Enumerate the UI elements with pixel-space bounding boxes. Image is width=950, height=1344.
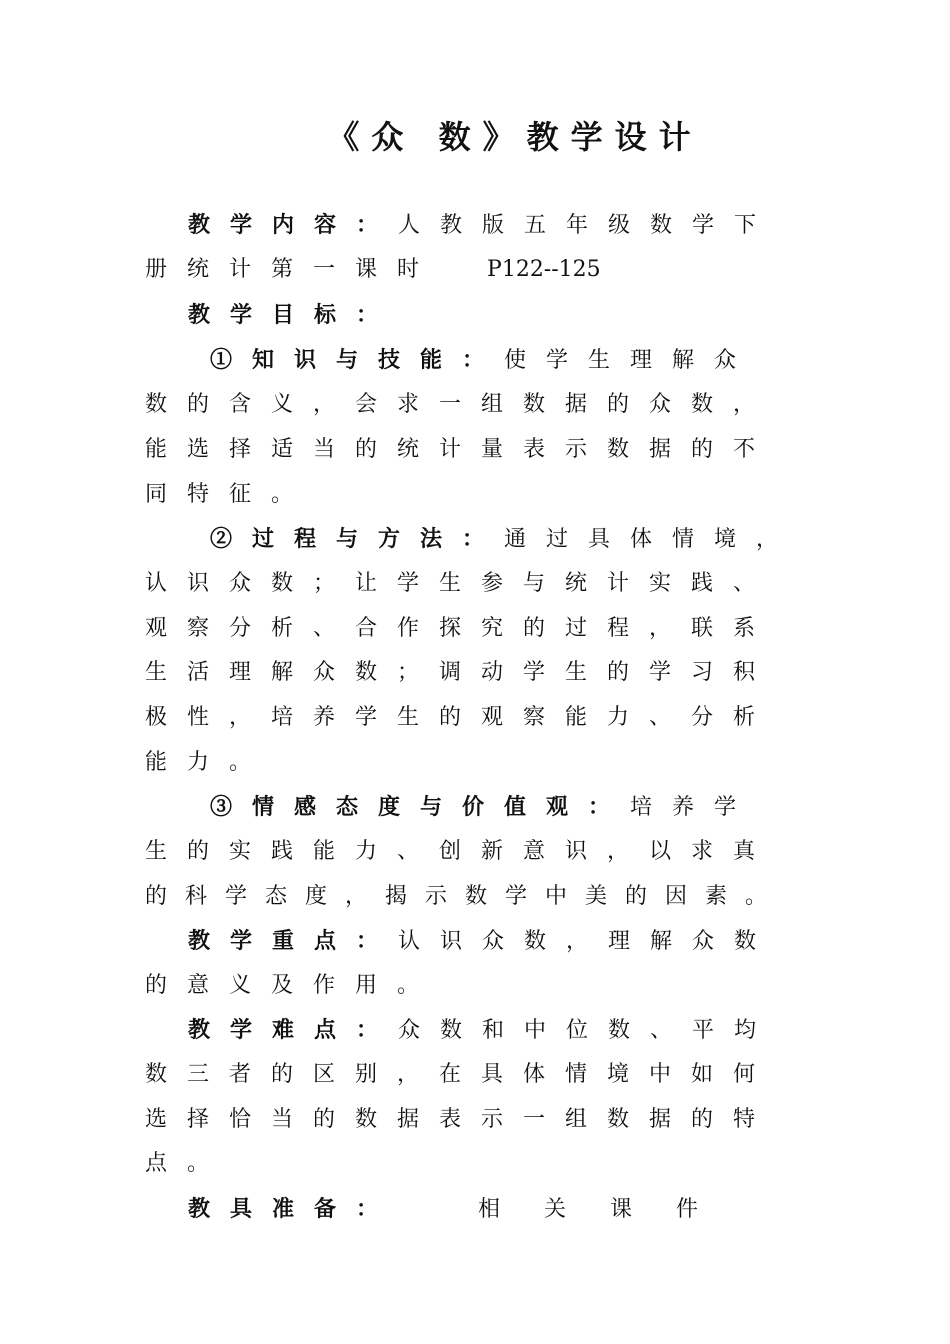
objective-2-label: ②过程与方法：	[210, 526, 505, 552]
objective-2-line-1	[210, 517, 798, 561]
content-line-2	[145, 248, 601, 292]
objective-1-text: 使学生理解众	[504, 348, 757, 373]
materials-value: 相关课件	[478, 1197, 743, 1222]
objective-1-line-1	[210, 338, 756, 382]
key-points-line-1	[188, 919, 776, 963]
key-points-label: 教学重点：	[188, 928, 399, 954]
content-line-1	[188, 203, 776, 247]
objective-2-line-5: 极性，培养学生的观察能力、分析	[145, 705, 776, 730]
objective-1-label: ①知识与技能：	[210, 347, 505, 373]
objective-2-line-2: 认识众数；让学生参与统计实践、	[145, 571, 776, 596]
objective-3-text: 培养学	[630, 795, 757, 820]
materials-line	[188, 1187, 742, 1231]
difficulties-line-1	[188, 1008, 776, 1052]
difficulties-line-4: 点。	[145, 1151, 230, 1176]
objective-2-line-4: 生活理解众数；调动学生的学习积	[145, 660, 776, 685]
content-pages: P122--125	[487, 257, 601, 282]
objective-3-line-1	[210, 785, 756, 829]
content-text: 人教版五年级数学下	[398, 213, 777, 238]
materials-label: 教具准备：	[188, 1196, 399, 1222]
objective-3-line-2: 生的实践能力、创新意识，以求真	[145, 839, 776, 864]
objective-1-line-2: 数的含义，会求一组数据的众数，	[145, 392, 776, 417]
difficulties-line-3: 选择恰当的数据表示一组数据的特	[145, 1107, 776, 1132]
objective-3-label: ③情感态度与价值观：	[210, 794, 631, 820]
content-label: 教学内容：	[188, 212, 399, 238]
difficulties-line-2: 数三者的区别，在具体情境中如何	[145, 1062, 776, 1087]
page-title: 《众 数》教学设计	[327, 118, 703, 156]
difficulties-label: 教学难点：	[188, 1017, 399, 1043]
key-points-text: 认识众数，理解众数	[398, 929, 777, 954]
objective-2-text: 通过具体情境，	[504, 527, 799, 552]
key-points-line-2: 的意义及作用。	[145, 973, 440, 998]
objective-1-line-3: 能选择适当的统计量表示数据的不	[145, 437, 776, 462]
objective-1-line-4: 同特征。	[145, 482, 314, 507]
objective-2-line-6: 能力。	[145, 750, 272, 775]
objective-2-line-3: 观察分析、合作探究的过程，联系	[145, 616, 776, 641]
objectives-label: 教学目标：	[188, 302, 399, 328]
difficulties-text: 众数和中位数、平均	[398, 1018, 777, 1043]
objective-3-line-3: 的科学态度，揭示数学中美的因素。	[145, 884, 786, 909]
content-text-2: 册统计第一课时	[145, 257, 440, 282]
